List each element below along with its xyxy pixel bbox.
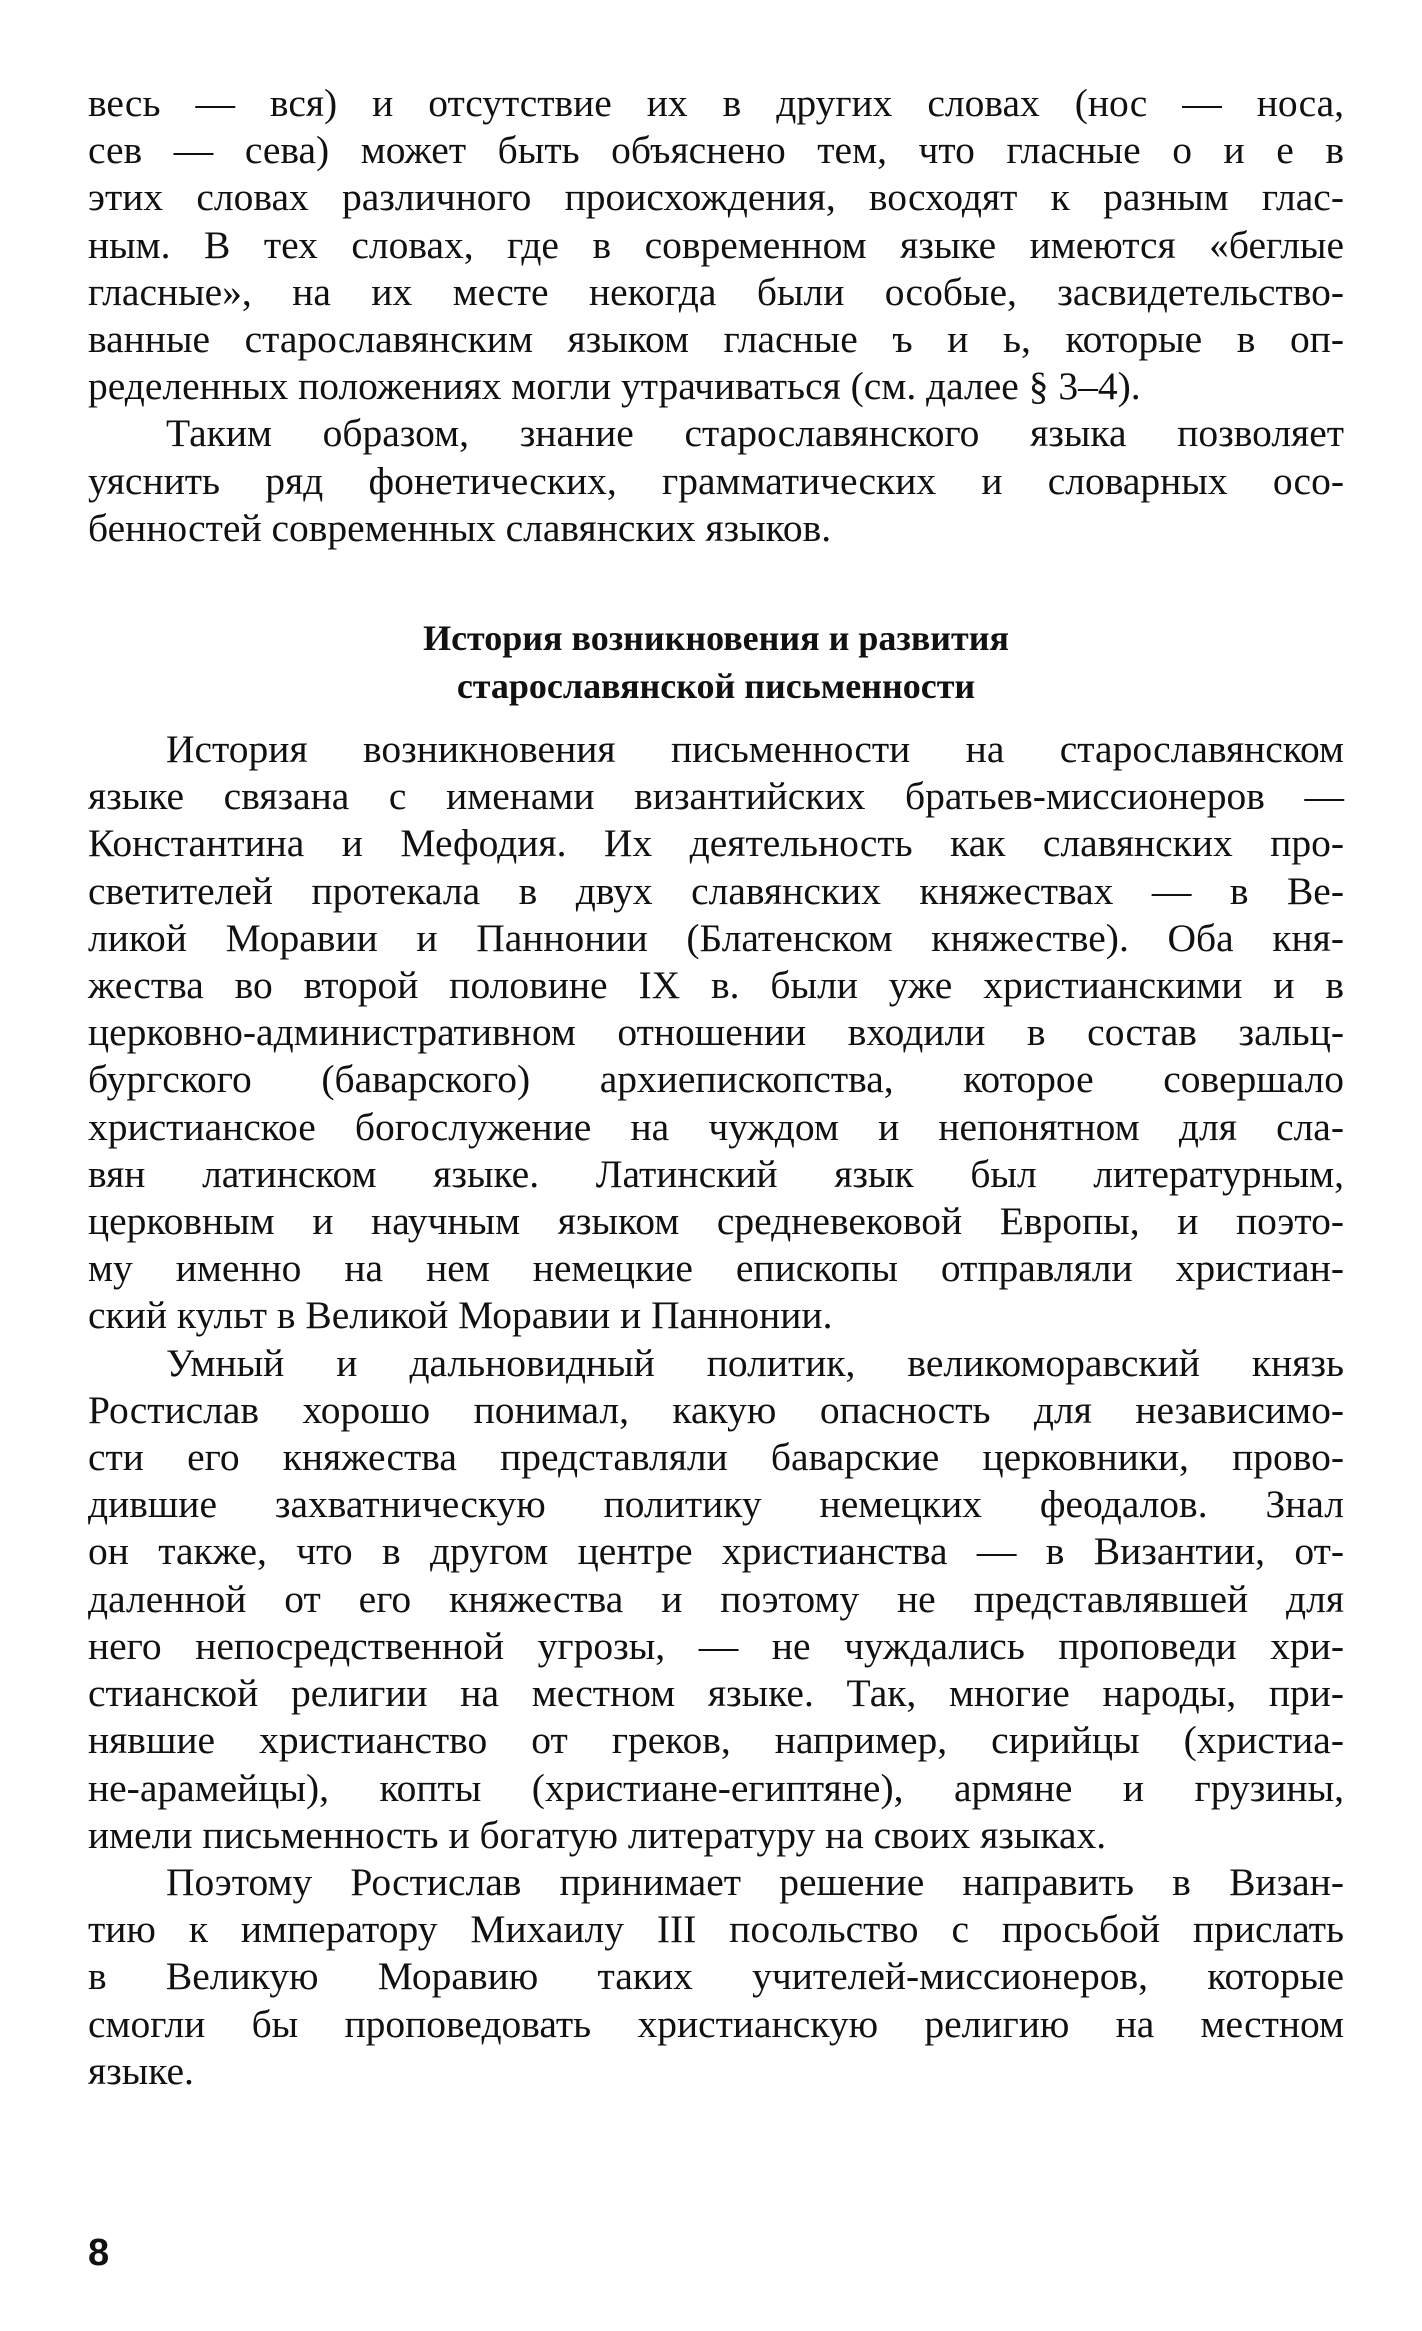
text-line: бургского (баварского) архиепископства, которое совершало [88,1057,1344,1102]
paragraph-continuation [88,80,1344,410]
text-line: бенностей современных славянских языков. [88,505,832,550]
text-line: дившие захватническую политику немецких феодалов. Знал [88,1482,1344,1527]
text-line: церковно-административном отношении входили в состав зальц- [88,1010,1344,1055]
text-line: он также, что в другом центре христианства — в Византии, от- [88,1529,1344,1574]
text-line: светителей протекала в двух славянских княжествах — в Ве- [88,868,1344,913]
text-line: смогли бы проповедовать христианскую религию на местном [88,2001,1344,2046]
heading-line-2: старославянской письменности [456,666,976,707]
text-line: не-арамейцы), копты (христиане-египтяне), армяне и грузины, [88,1765,1344,1810]
text-line: даленной от его княжества и поэтому не представлявшей для [88,1576,1344,1621]
text-line: уяснить ряд фонетических, грамматических и словарных осо- [88,458,1344,503]
page-body [88,80,1344,2095]
text-line: Умный и дальновидный политик, великоморавский князь [166,1340,1344,1385]
text-line: гласные», на их месте некогда были особые, засвидетельство- [88,269,1344,314]
text-line: весь — вся) и отсутствие их в других словах (нос — носа, [88,81,1344,125]
text-line: этих словах различного происхождения, восходят к разным глас- [88,175,1344,220]
text-line: в Великую Моравию таких учителей-миссионеров, которые [88,1954,1344,1999]
text-line: жества во второй половине IX в. были уже христианскими и в [88,963,1344,1008]
text-line: языке связана с именами византийских братьев-миссионеров — [88,774,1344,819]
text-line: вян латинском языке. Латинский язык был литературным, [88,1151,1344,1196]
text-line: ным. В тех словах, где в современном языке имеются «беглые [88,222,1344,267]
paragraph-summary [88,410,1344,552]
text-line: Поэтому Ростислав принимает решение направить в Визан- [166,1859,1344,1904]
text-line: нявшие христианство от греков, например, сирийцы (христиа- [88,1718,1344,1763]
text-line: Таким образом, знание старославянского языка позволяет [166,411,1344,456]
text-line: стианской религии на местном языке. Так, многие народы, при- [88,1671,1344,1716]
text-line: сев — сева) может быть объяснено тем, что гласные о и е в [88,128,1344,173]
page-number: 8 [88,2232,110,2274]
text-line: ванные старославянским языком гласные ъ и ь, которые в оп- [88,317,1344,362]
paragraph-embassy [88,1859,1344,2095]
paragraph-history [88,726,1344,1340]
heading-line-1: История возникновения и развития [423,618,1009,659]
text-line: Ростислав хорошо понимал, какую опасность для независимо- [88,1387,1344,1432]
text-line: Константина и Мефодия. Их деятельность как славянских про- [88,821,1344,866]
paragraph-rostislav [88,1340,1344,1859]
text-line: языке. [88,2048,194,2093]
text-line: ределенных положениях могли утрачиваться (см. далее § 3–4). [88,364,1141,409]
text-line: христианское богослужение на чуждом и непонятном для сла- [88,1104,1344,1149]
text-line: му именно на нем немецкие епископы отправляли христиан- [88,1246,1344,1291]
text-line: имели письменность и богатую литературу на своих языках. [88,1812,1107,1857]
section-heading [88,614,1344,710]
text-line: ликой Моравии и Паннонии (Блатенском княжестве). Оба кня- [88,915,1344,960]
text-line: церковным и научным языком средневековой Европы, и поэто- [88,1199,1344,1244]
text-line: сти его княжества представляли баварские церковники, прово- [88,1435,1344,1480]
text-line: ский культ в Великой Моравии и Паннонии. [88,1293,833,1338]
text-line: тию к императору Михаилу III посольство с просьбой прислать [88,1907,1344,1952]
text-line: него непосредственной угрозы, — не чуждались проповеди хри- [88,1623,1344,1668]
text-line: История возникновения письменности на старославянском [166,727,1344,772]
